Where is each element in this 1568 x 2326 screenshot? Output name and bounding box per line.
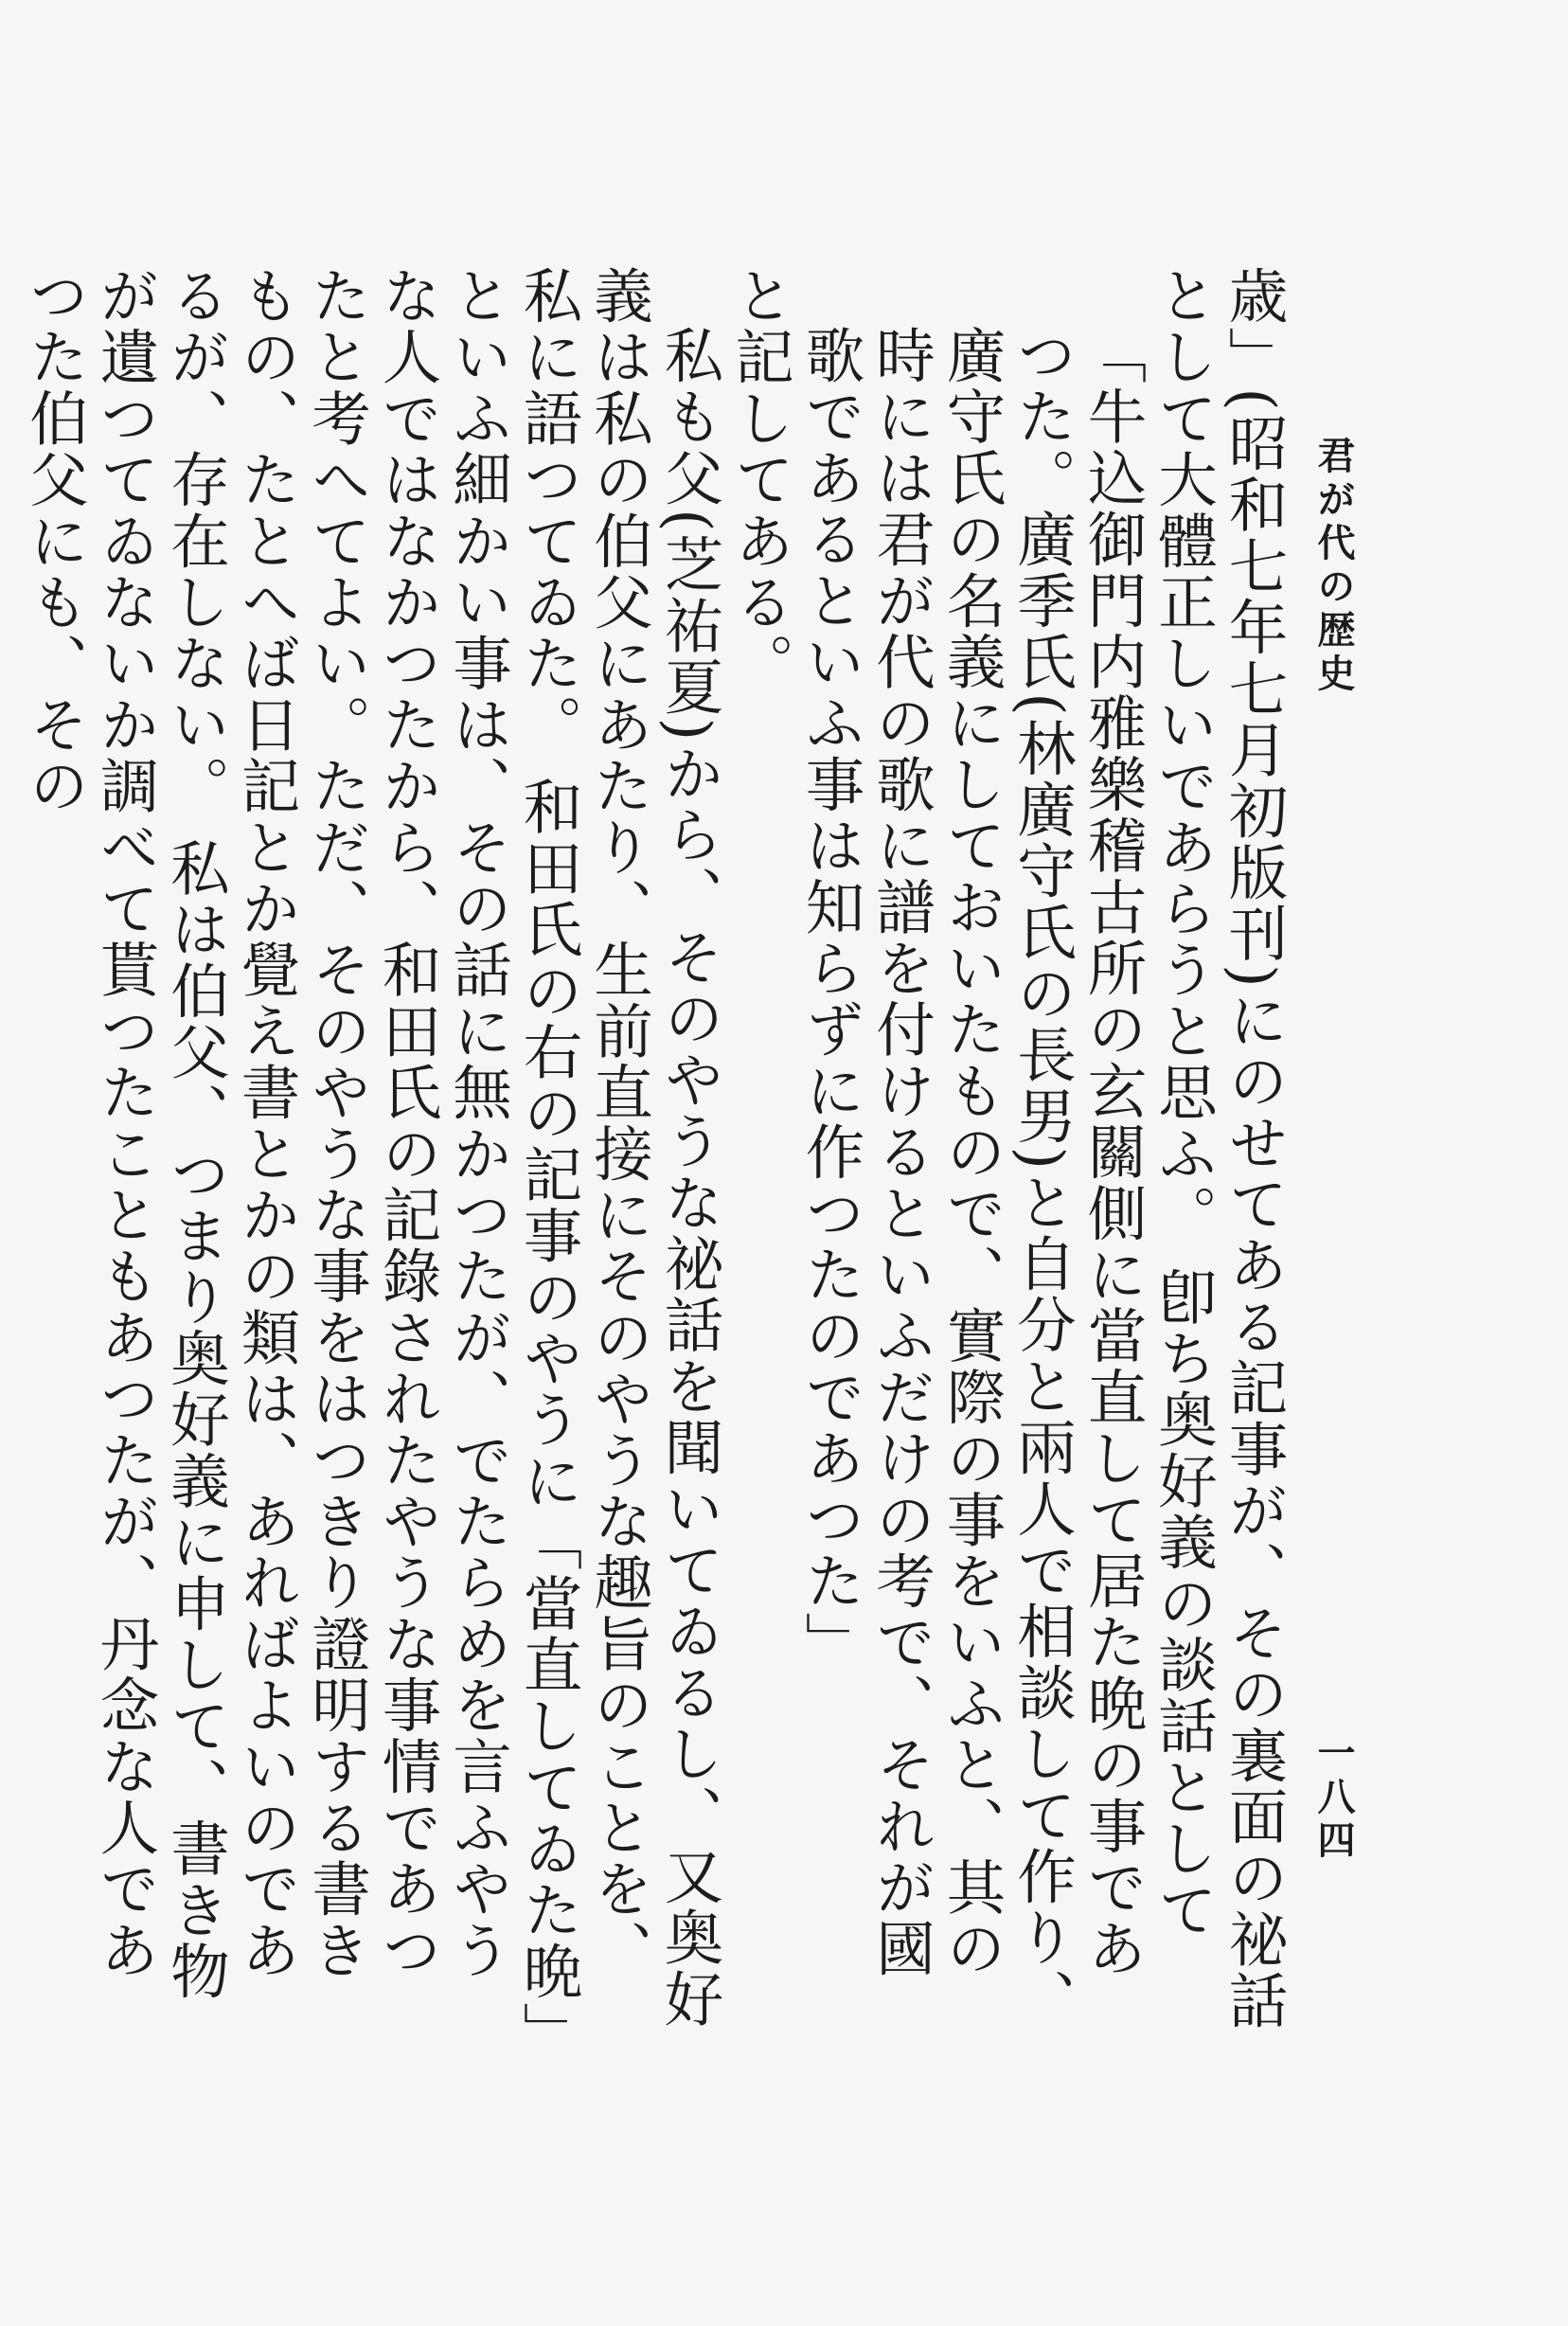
paragraph-quote: 「牛込御門内雅樂稽古所の玄關側に當直して居た晩の事であつた。廣季氏(林廣守氏の長男)と自分と兩人で相談して作り、廣守氏の名義にしておいたもので、實際の事をいふと、其の時には君が代の歌に譜を付けるといふだけの考で、それが國歌であるといふ事は知らずに作つたのであつた」: [795, 324, 1147, 2030]
paragraph-continuation: と記してある。: [724, 265, 794, 694]
running-head: 君が代の歴史: [1311, 436, 1356, 697]
body-text: [18, 265, 1288, 2036]
paragraph-body: 私も父(芝祐夏)から、そのやうな祕話を聞いてゐるし、又奥好義は私の伯父にあたり、生前直接にそのやうな趣旨のことを、私に語つてゐた。 和田氏の右の記事のやうに「當直してゐた晩」といふ細かい事は、その話に無かつたが、でたらめを言ふやうな人ではなかつたから、和田氏の記錄されたやうな事情であつたと考へてよい。ただ、そのやうな事をはつきり證明する書きもの、たとへば日記とか覺え書とかの類は、あればよいのであるが、存在しない。 私は伯父、つまり奥好義に申して、書き物が遺つてゐないか調べて貰つたこともあつたが、丹念な人であつた伯父にも、その: [19, 265, 723, 2034]
paragraph-continuation: 歳」(昭和七年七月初版刊)にのせてある記事が、その裏面の祕話として大體正しいであらうと思ふ。 卽ち奥好義の談話として: [1148, 265, 1288, 2031]
page-number: 一八四: [1311, 1733, 1356, 1864]
